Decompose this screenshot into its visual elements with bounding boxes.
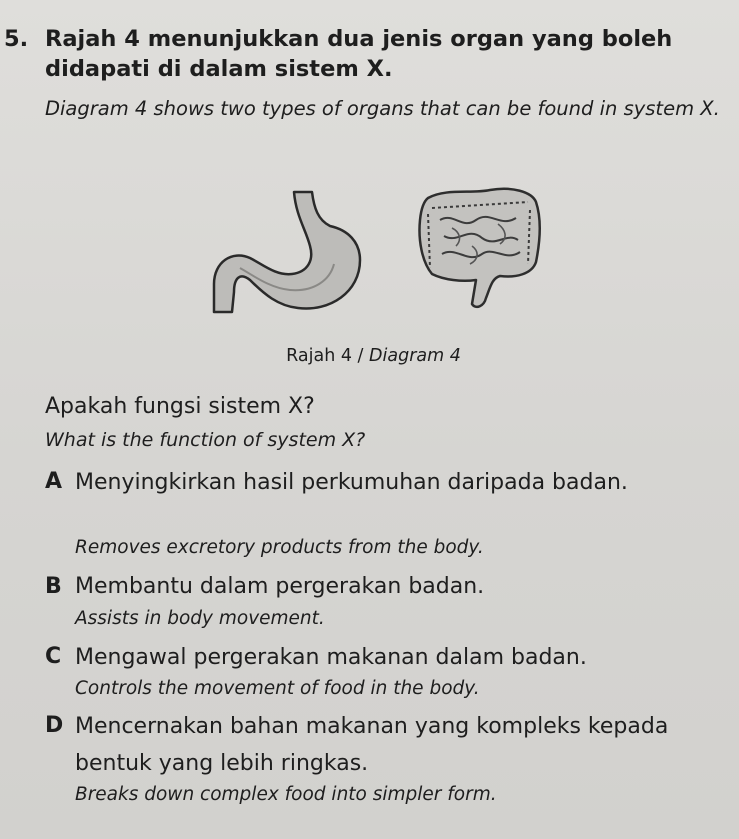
diagram-caption [0,344,739,368]
option-text-english: Controls the movement of food in the body. [75,678,480,699]
option-text-english: Breaks down complex food into simpler form. [75,784,497,805]
question-number: 5. [4,26,29,52]
option-text-english: Assists in body movement. [75,608,325,629]
caption-malay: Rajah 4 / [286,346,364,366]
option-letter: D [45,713,64,738]
option-text-malay: Menyingkirkan hasil perkumuhan daripada badan. [75,470,628,495]
prompt-malay: Apakah fungsi sistem X? [45,394,315,419]
option-text-malay: Membantu dalam pergerakan badan. [75,574,485,599]
caption-english: Diagram 4 [369,346,461,366]
option-letter: A [45,469,63,494]
stomach-icon [214,192,360,312]
organ-diagram [210,180,550,330]
option-letter: B [45,574,62,599]
prompt-english: What is the function of system X? [45,429,366,451]
option-text-malay: Mencernakan bahan makanan yang kompleks kepada bentuk yang lebih ringkas. [75,714,669,776]
option-text-english: Removes excretory products from the body. [75,537,484,558]
intestine-icon [420,189,540,307]
question-text-english: Diagram 4 shows two types of organs that can be found in system X. [45,97,720,120]
option-letter: C [45,644,62,669]
option-text-malay: Mengawal pergerakan makanan dalam badan. [75,645,587,670]
question-text-malay: Rajah 4 menunjukkan dua jenis organ yang boleh didapati di dalam sistem X. [45,26,673,82]
